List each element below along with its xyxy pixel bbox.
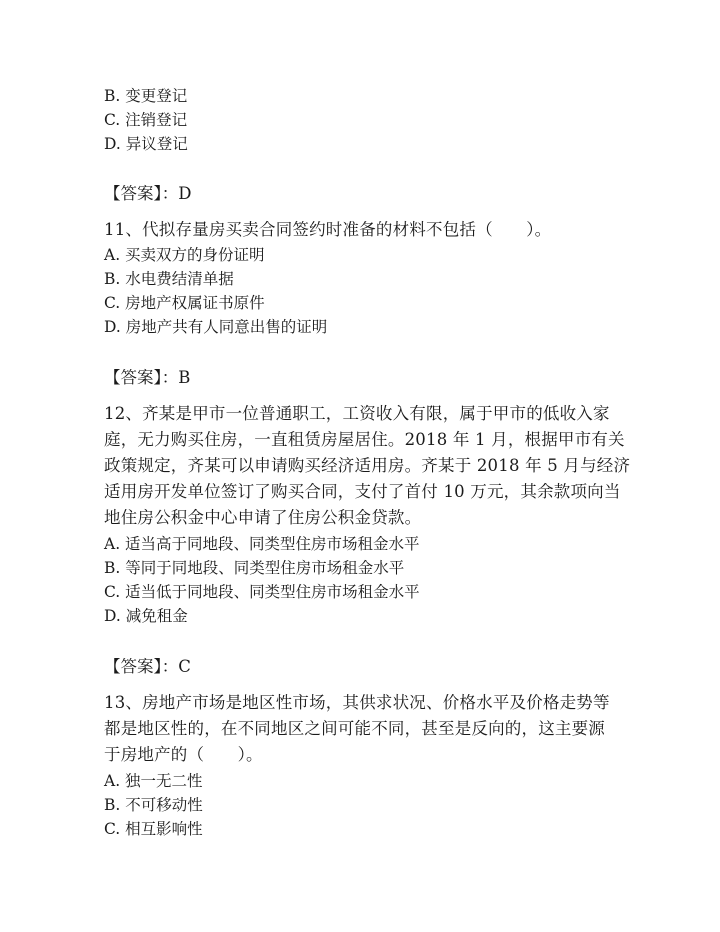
option-a: A. 独一无二性 [104, 772, 203, 790]
option-d: D. 房地产共有人同意出售的证明 [104, 318, 328, 336]
option-d: D. 减免租金 [104, 607, 188, 625]
option-c: C. 适当低于同地段、同类型住房市场租金水平 [104, 583, 420, 601]
question-text: 庭，无力购买住房，一直租赁房屋居住。2018 年 1 月，根据甲市有关 [104, 430, 625, 449]
question-text: 12、齐某是甲市一位普通职工，工资收入有限，属于甲市的低收入家 [104, 404, 610, 423]
option-c: C. 相互影响性 [104, 820, 203, 838]
option-b: B. 变更登记 [104, 87, 188, 105]
option-b: B. 不可移动性 [104, 796, 203, 814]
question-text: 13、房地产市场是地区性市场，其供求状况、价格水平及价格走势等 [104, 693, 610, 712]
question-text: 地住房公积金中心申请了住房公积金贷款。 [104, 508, 422, 527]
question-text: 政策规定，齐某可以申请购买经济适用房。齐某于 2018 年 5 月与经济 [104, 456, 631, 475]
answer: 【答案】：C [104, 657, 191, 676]
option-c: C. 注销登记 [104, 111, 188, 129]
question-text: 都是地区性的，在不同地区之间可能不同，甚至是反向的，这主要源 [104, 719, 605, 738]
option-b: B. 等同于同地段、同类型住房市场租金水平 [104, 559, 405, 577]
option-a: A. 适当高于同地段、同类型住房市场租金水平 [104, 535, 420, 553]
question-text: 11、代拟存量房买卖合同签约时准备的材料不包括（ ）。 [104, 220, 552, 239]
option-a: A. 买卖双方的身份证明 [104, 246, 265, 264]
question-text: 于房地产的（ ）。 [104, 745, 263, 764]
answer: 【答案】：D [104, 184, 192, 203]
option-d: D. 异议登记 [104, 135, 188, 153]
option-c: C. 房地产权属证书原件 [104, 294, 265, 312]
option-b: B. 水电费结清单据 [104, 270, 234, 288]
answer: 【答案】：B [104, 368, 191, 387]
question-text: 适用房开发单位签订了购买合同，支付了首付 10 万元，其余款项向当 [104, 482, 621, 501]
